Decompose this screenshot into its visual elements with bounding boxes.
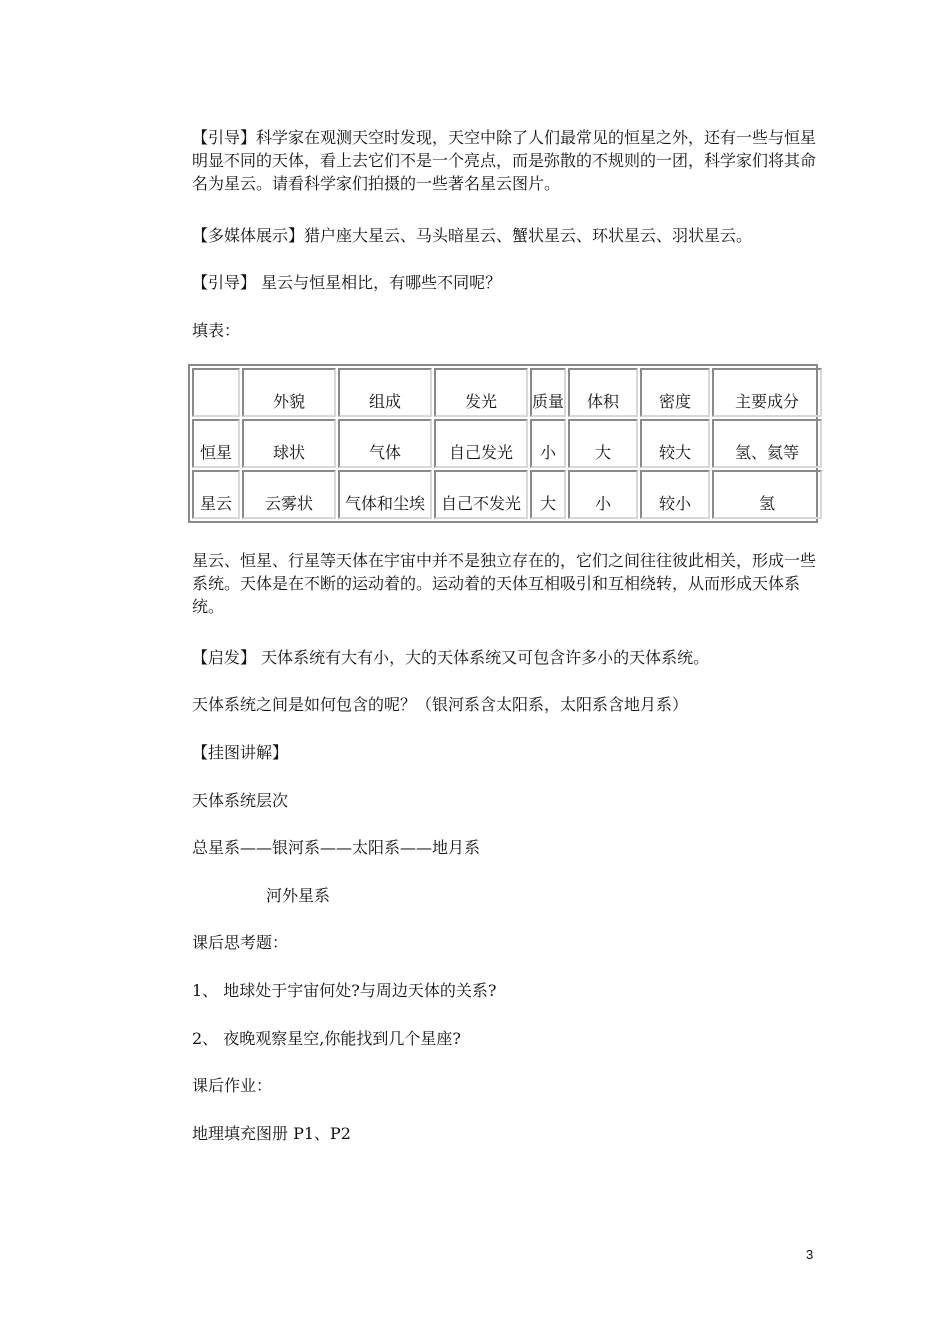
table-cell: 较大: [640, 419, 710, 468]
extragalactic-label: 河外星系: [266, 886, 331, 905]
table-cell: 恒星: [192, 419, 240, 468]
table-cell: 氢、氦等: [712, 419, 822, 468]
table-header-cell: 质量: [530, 368, 566, 417]
table-cell: 氢: [712, 470, 822, 519]
homework-heading: 课后作业：: [192, 1076, 273, 1095]
table-header-cell: 体积: [568, 368, 638, 417]
table-header-cell: [192, 368, 240, 417]
table-cell: 气体: [338, 419, 432, 468]
table-row: [192, 419, 822, 468]
fill-table-label: 填表：: [192, 321, 241, 340]
table-cell: 云雾状: [242, 470, 336, 519]
multimedia-paragraph: 【多媒体展示】猎户座大星云、马头暗星云、蟹状星云、环状星云、羽状星云。: [192, 226, 753, 245]
review-questions-heading: 课后思考题：: [192, 933, 289, 952]
table-cell: 小: [568, 470, 638, 519]
hierarchy-chain: 总星系——银河系——太阳系——地月系: [192, 838, 481, 857]
table-cell: 大: [530, 470, 566, 519]
homework-item: 地理填充图册 P1、P2: [192, 1124, 351, 1143]
review-question-2: 2、 夜晚观察星空,你能找到几个星座?: [192, 1029, 461, 1048]
table-cell: 球状: [242, 419, 336, 468]
wallchart-heading: 【挂图讲解】: [192, 743, 289, 762]
intro-paragraph: 【引导】科学家在观测天空时发现，天空中除了人们最常见的恒星之外，还有一些与恒星明显不同的天体，看上去它们不是一个亮点，而是弥散的不规则的一团，科学家们将其命名为星云。请看科学家们拍摄的一些著名星云图片。: [192, 128, 817, 193]
table-cell: 气体和尘埃: [338, 470, 432, 519]
table-cell: 自己发光: [434, 419, 528, 468]
inspire-paragraph: 【启发】 天体系统有大有小，大的天体系统又可包含许多小的天体系统。: [192, 648, 710, 667]
table-header-cell: 外貌: [242, 368, 336, 417]
table-header-cell: 组成: [338, 368, 432, 417]
table-cell: 较小: [640, 470, 710, 519]
table-cell: 大: [568, 419, 638, 468]
table-header-row: [192, 368, 822, 417]
celestial-system-paragraph: 星云、恒星、行星等天体在宇宙中并不是独立存在的，它们之间往往彼此相关，形成一些系统。天体是在不断的运动着的。运动着的天体互相吸引和互相绕转，从而形成天体系统。: [192, 551, 817, 616]
table-row: [192, 470, 822, 519]
guide-question: 【引导】 星云与恒星相比，有哪些不同呢？: [192, 273, 502, 292]
table-header-cell: 发光: [434, 368, 528, 417]
review-question-1: 1、 地球处于宇宙何处?与周边天体的关系?: [192, 981, 497, 1000]
hierarchy-title: 天体系统层次: [192, 791, 289, 810]
inclusion-question: 天体系统之间是如何包含的呢？（银河系含太阳系，太阳系含地月系）: [192, 695, 689, 714]
table-header-cell: 密度: [640, 368, 710, 417]
table-header-cell: 主要成分: [712, 368, 822, 417]
table-cell: 星云: [192, 470, 240, 519]
comparison-table: [188, 364, 818, 523]
table-cell: 小: [530, 419, 566, 468]
page-number: 3: [806, 1247, 814, 1262]
table-cell: 自己不发光: [434, 470, 528, 519]
